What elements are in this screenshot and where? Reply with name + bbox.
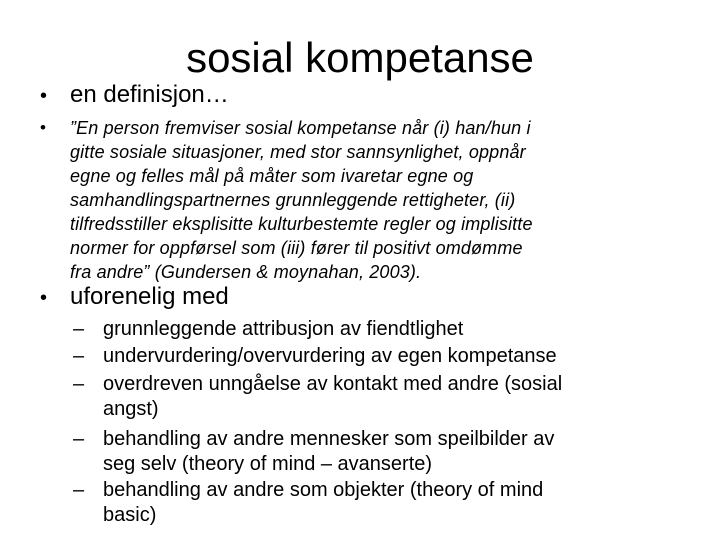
sub-item-line: grunnleggende attribusjon av fiendtlighet bbox=[103, 318, 464, 340]
dash-marker: – bbox=[73, 318, 85, 340]
bullet-dot: • bbox=[40, 118, 46, 137]
bullet-text: en definisjon… bbox=[70, 81, 229, 108]
quote-line: normer for oppførsel som (iii) fører til positivt omdømme bbox=[70, 238, 523, 258]
sub-item-line: undervurdering/overvurdering av egen kompetanse bbox=[103, 345, 557, 367]
bullet-text: uforenelig med bbox=[70, 283, 229, 310]
sub-item-text bbox=[103, 317, 683, 342]
bullet-dot: • bbox=[40, 85, 48, 107]
sub-item-line: behandling av andre mennesker som speilbilder av bbox=[103, 428, 555, 450]
dash-marker: – bbox=[73, 373, 85, 395]
quote-line: egne og felles mål på måter som ivaretar egne og bbox=[70, 166, 474, 186]
quote-text bbox=[70, 116, 690, 284]
sub-item-text bbox=[103, 344, 683, 369]
sub-item-text bbox=[103, 478, 683, 528]
sub-item-line: behandling av andre som objekter (theory of mind bbox=[103, 479, 544, 501]
sub-item-line: overdreven unngåelse av kontakt med andre (sosial bbox=[103, 373, 563, 395]
dash-marker: – bbox=[73, 428, 85, 450]
sub-item-line: basic) bbox=[103, 504, 157, 526]
quote-line: fra andre” (Gundersen & moynahan, 2003). bbox=[70, 262, 422, 282]
dash-marker: – bbox=[73, 479, 85, 501]
quote-line: tilfredsstiller eksplisitte kulturbestemte regler og implisitte bbox=[70, 214, 533, 234]
sub-item-text bbox=[103, 427, 683, 477]
sub-item-line: angst) bbox=[103, 398, 159, 420]
sub-item-text bbox=[103, 372, 683, 422]
dash-marker: – bbox=[73, 345, 85, 367]
bullet-dot: • bbox=[40, 287, 48, 309]
quote-line: gitte sosiale situasjoner, med stor sannsynlighet, oppnår bbox=[70, 142, 526, 162]
quote-line: ”En person fremviser sosial kompetanse når (i) han/hun i bbox=[70, 118, 531, 138]
quote-line: samhandlingspartnernes grunnleggende rettigheter, (ii) bbox=[70, 190, 516, 210]
sub-item-line: seg selv (theory of mind – avanserte) bbox=[103, 453, 433, 475]
slide-title: sosial kompetanse bbox=[186, 34, 534, 81]
